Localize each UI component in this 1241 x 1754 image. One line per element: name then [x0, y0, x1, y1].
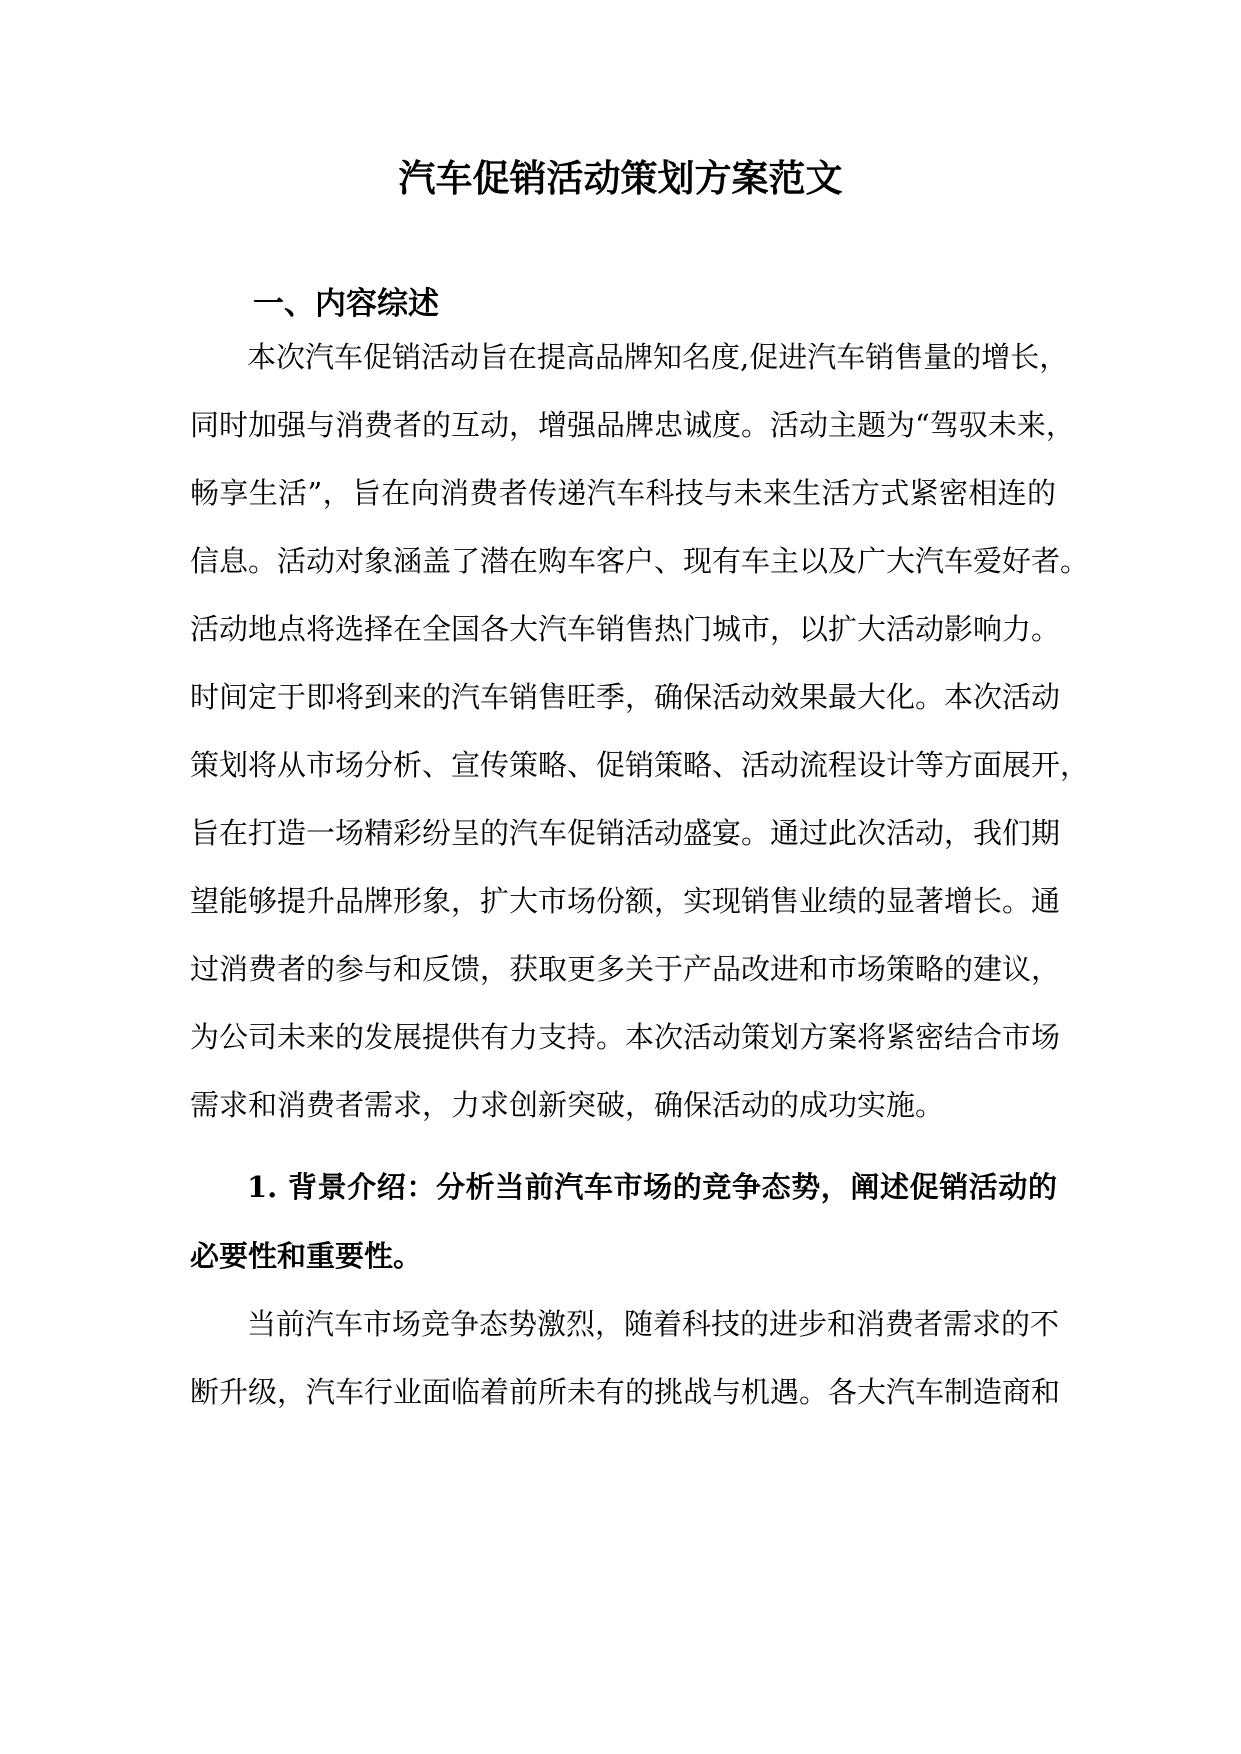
subsection-heading-line: 必要性和重要性。 [190, 1239, 423, 1273]
paragraph-line: 同时加强与消费者的互动，增强品牌忠诚度。活动主题为“驾驭未来， [190, 408, 1075, 442]
paragraph-line: 需求和消费者需求，力求创新突破，确保活动的成功实施。 [190, 1088, 945, 1122]
paragraph-line: 望能够提升品牌形象，扩大市场份额，实现销售业绩的显著增长。通 [190, 884, 1061, 918]
paragraph-line: 断升级，汽车行业面临着前所未有的挑战与机遇。各大汽车制造商和 [190, 1375, 1061, 1409]
paragraph-line: 过消费者的参与和反馈，获取更多关于产品改进和市场策略的建议， [190, 952, 1061, 986]
paragraph-line: 时间定于即将到来的汽车销售旺季，确保活动效果最大化。本次活动 [190, 680, 1061, 714]
paragraph-line: 信息。活动对象涵盖了潜在购车客户、现有车主以及广大汽车爱好者。 [190, 544, 1090, 578]
paragraph-line: 策划将从市场分析、宣传策略、促销策略、活动流程设计等方面展开， [190, 748, 1090, 782]
subsection-heading-line: 1. 背景介绍：分析当前汽车市场的竞争态势，阐述促销活动的 [247, 1170, 1057, 1204]
paragraph-line: 当前汽车市场竞争态势激烈，随着科技的进步和消费者需求的不 [247, 1307, 1060, 1341]
document-title: 汽车促销活动策划方案范文 [398, 156, 843, 200]
paragraph-line: 畅享生活”，旨在向消费者传递汽车科技与未来生活方式紧密相连的 [190, 476, 1056, 510]
section-heading-overview: 一、内容综述 [253, 286, 439, 322]
paragraph-line: 为公司未来的发展提供有力支持。本次活动策划方案将紧密结合市场 [190, 1020, 1061, 1054]
paragraph-line: 旨在打造一场精彩纷呈的汽车促销活动盛宴。通过此次活动，我们期 [190, 816, 1061, 850]
paragraph-line: 本次汽车促销活动旨在提高品牌知名度,促进汽车销售量的增长， [247, 340, 1069, 374]
paragraph-line: 活动地点将选择在全国各大汽车销售热门城市，以扩大活动影响力。 [190, 612, 1061, 646]
